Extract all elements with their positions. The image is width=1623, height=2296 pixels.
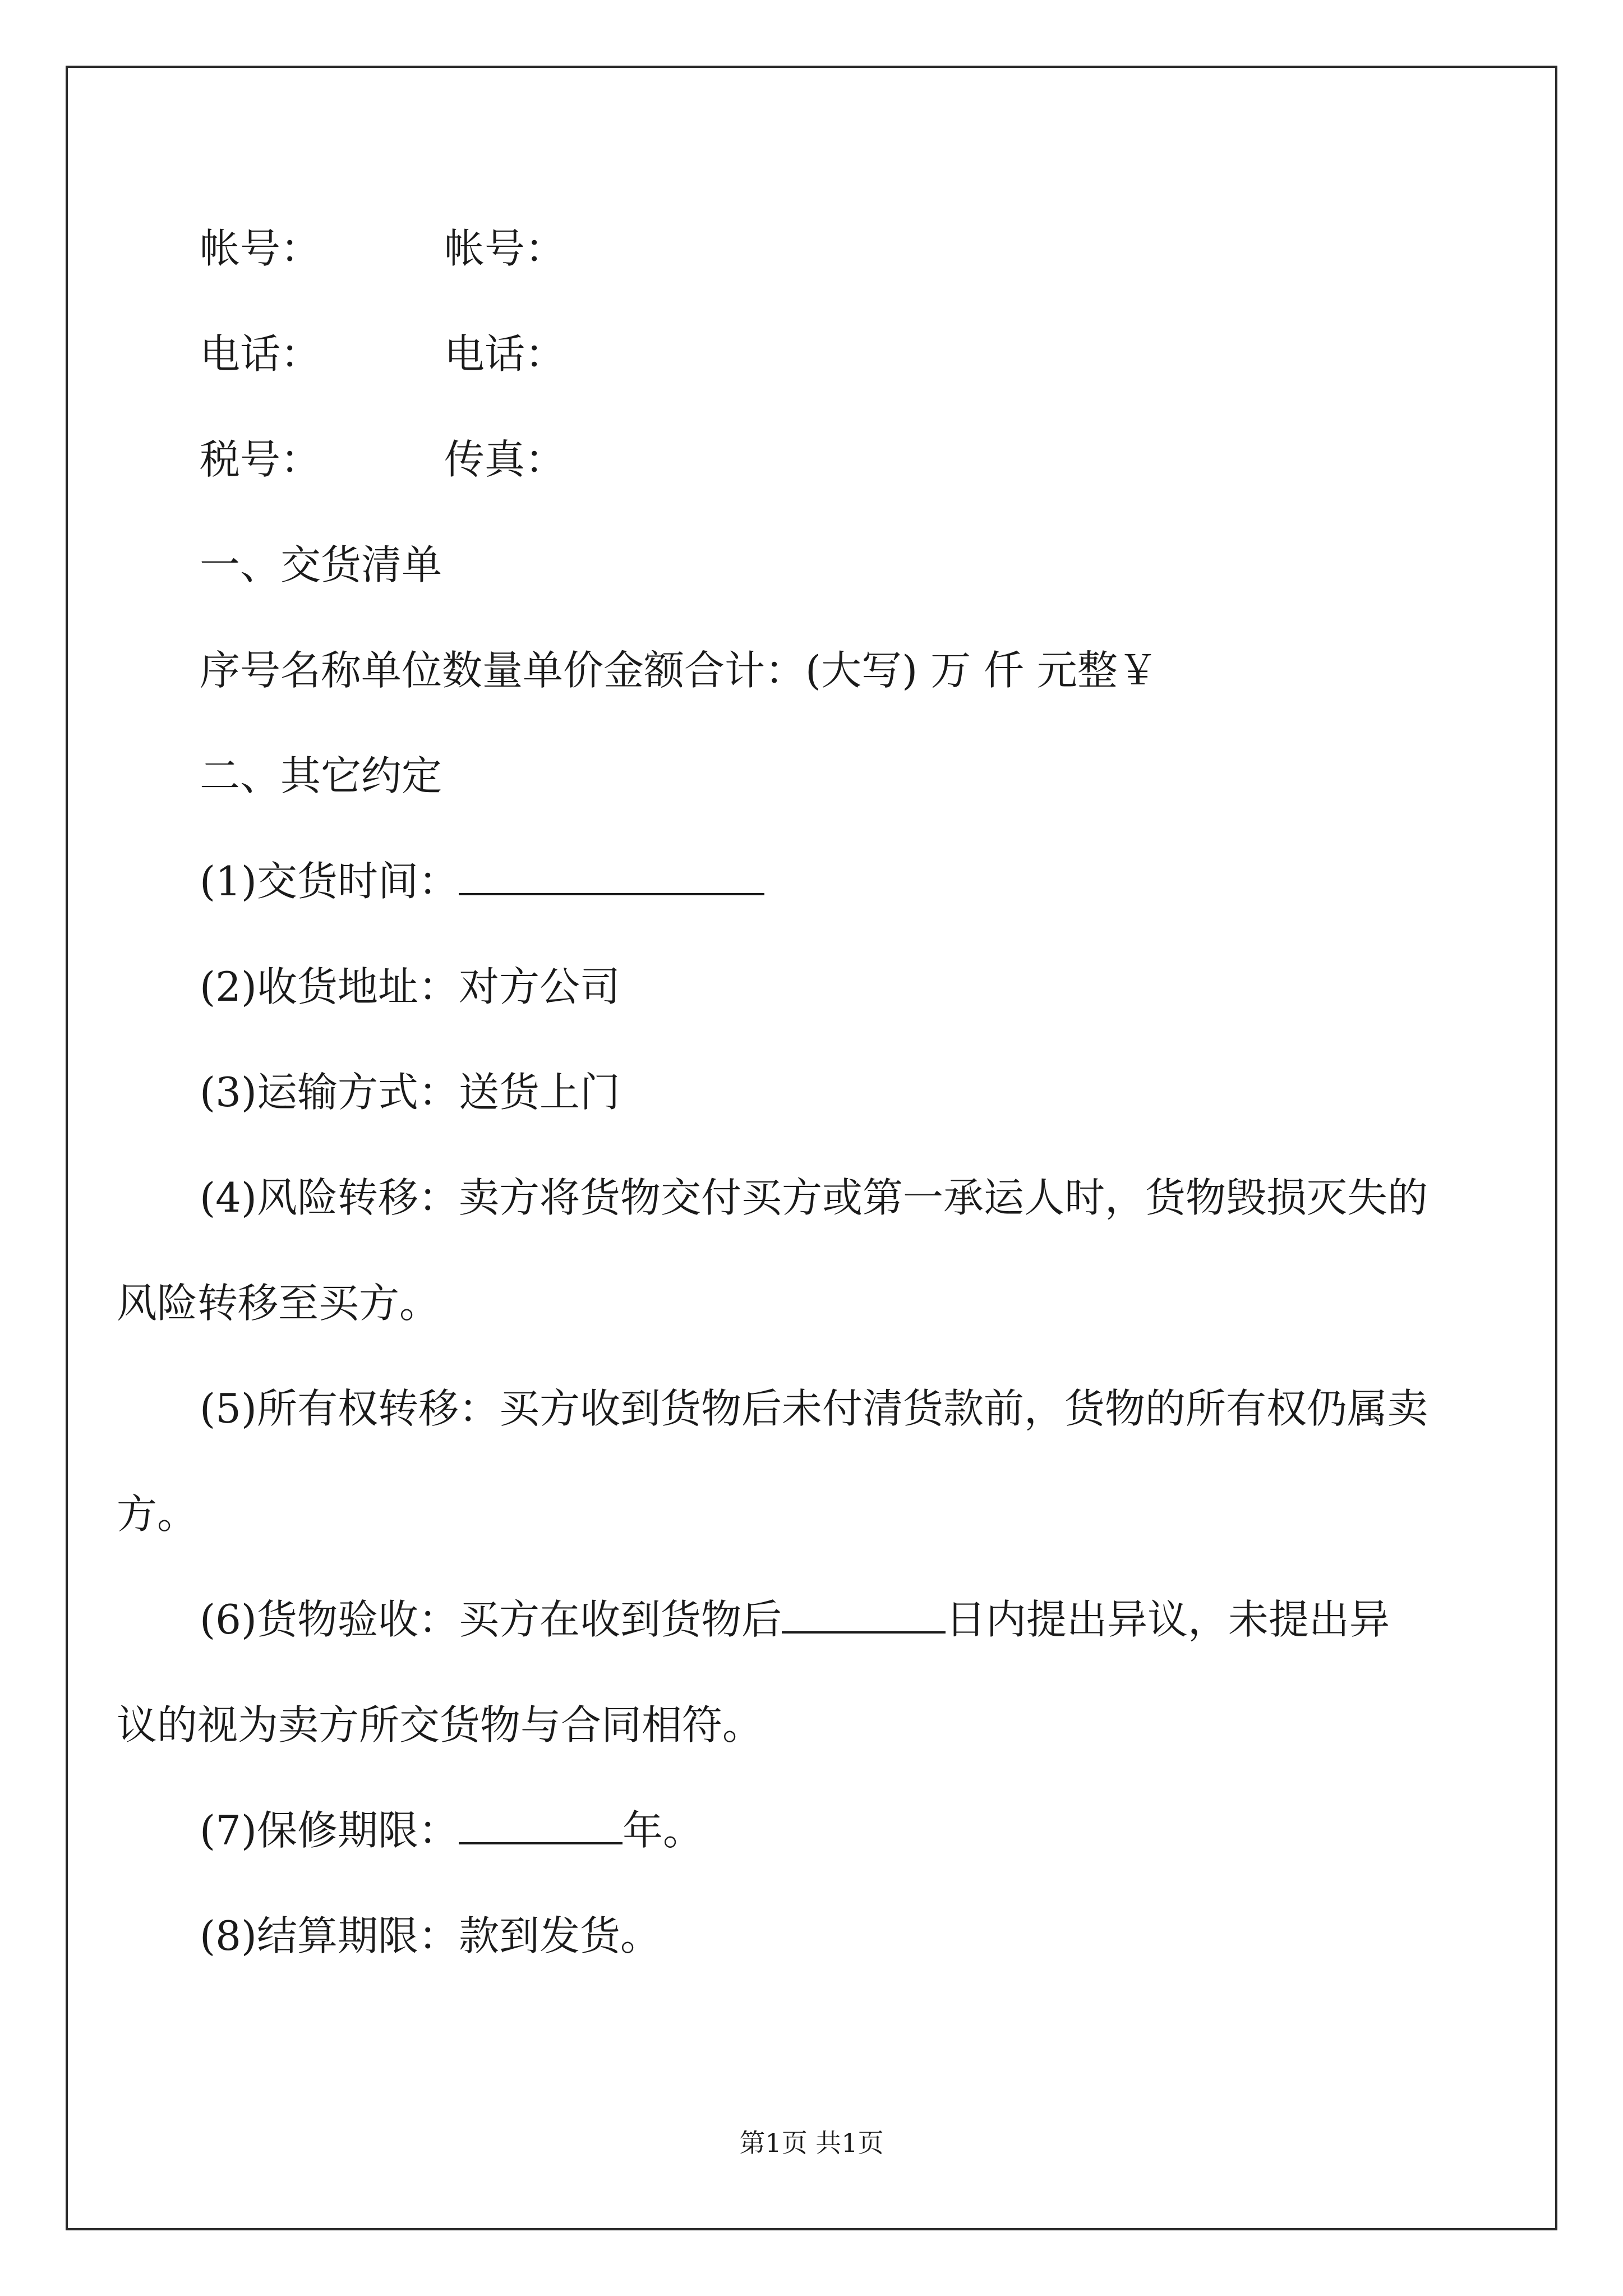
term-receiving-address: (2)收货地址：对方公司 bbox=[200, 963, 620, 1010]
tax-label: 税号： bbox=[200, 436, 321, 483]
term-delivery-time-label: (1)交货时间： bbox=[200, 858, 459, 905]
fax-label: 传真： bbox=[444, 436, 566, 483]
phone-label-right: 电话： bbox=[444, 330, 566, 378]
phone-label-left: 电话： bbox=[200, 330, 321, 378]
account-label-left: 帐号： bbox=[200, 225, 321, 272]
tax-fax-row bbox=[200, 432, 1428, 486]
section-other-terms-title: 二、其它约定 bbox=[200, 752, 442, 799]
term-goods-acceptance bbox=[117, 1567, 1428, 1778]
section-delivery-list-title: 一、交货清单 bbox=[200, 541, 442, 588]
warranty-years-blank bbox=[459, 1809, 623, 1844]
term-goods-acceptance-before: (6)货物验收：买方在收到货物后 bbox=[200, 1596, 782, 1643]
document-body bbox=[117, 222, 1428, 1963]
delivery-table-line: 序号名称单位数量单价金额合计：(大写) 万 仟 元整￥ bbox=[200, 647, 1158, 694]
term-delivery-time bbox=[200, 854, 1428, 908]
phone-row bbox=[200, 327, 1428, 381]
term-warranty-after: 年。 bbox=[623, 1807, 704, 1854]
page-footer: 第1页 共1页 bbox=[739, 2128, 884, 2158]
account-row bbox=[200, 222, 1428, 275]
acceptance-days-blank bbox=[782, 1598, 946, 1634]
delivery-time-blank bbox=[459, 859, 764, 895]
term-ownership-transfer: (5)所有权转移：买方收到货物后未付清货款前，货物的所有权仍属卖方。 bbox=[117, 1385, 1428, 1538]
term-goods-acceptance-after: 日内提出异议，未提出异议的视为卖方所交货物与合同相符。 bbox=[117, 1596, 1390, 1749]
account-label-right: 帐号： bbox=[444, 225, 566, 272]
term-settlement: (8)结算期限：款到发货。 bbox=[200, 1912, 661, 1959]
term-transport-method: (3)运输方式：送货上门 bbox=[200, 1069, 620, 1116]
term-warranty-before: (7)保修期限： bbox=[200, 1807, 459, 1854]
term-warranty bbox=[200, 1803, 1428, 1857]
term-risk-transfer: (4)风险转移：卖方将货物交付买方或第一承运人时，货物毁损灭失的风险转移至买方。 bbox=[117, 1174, 1428, 1327]
